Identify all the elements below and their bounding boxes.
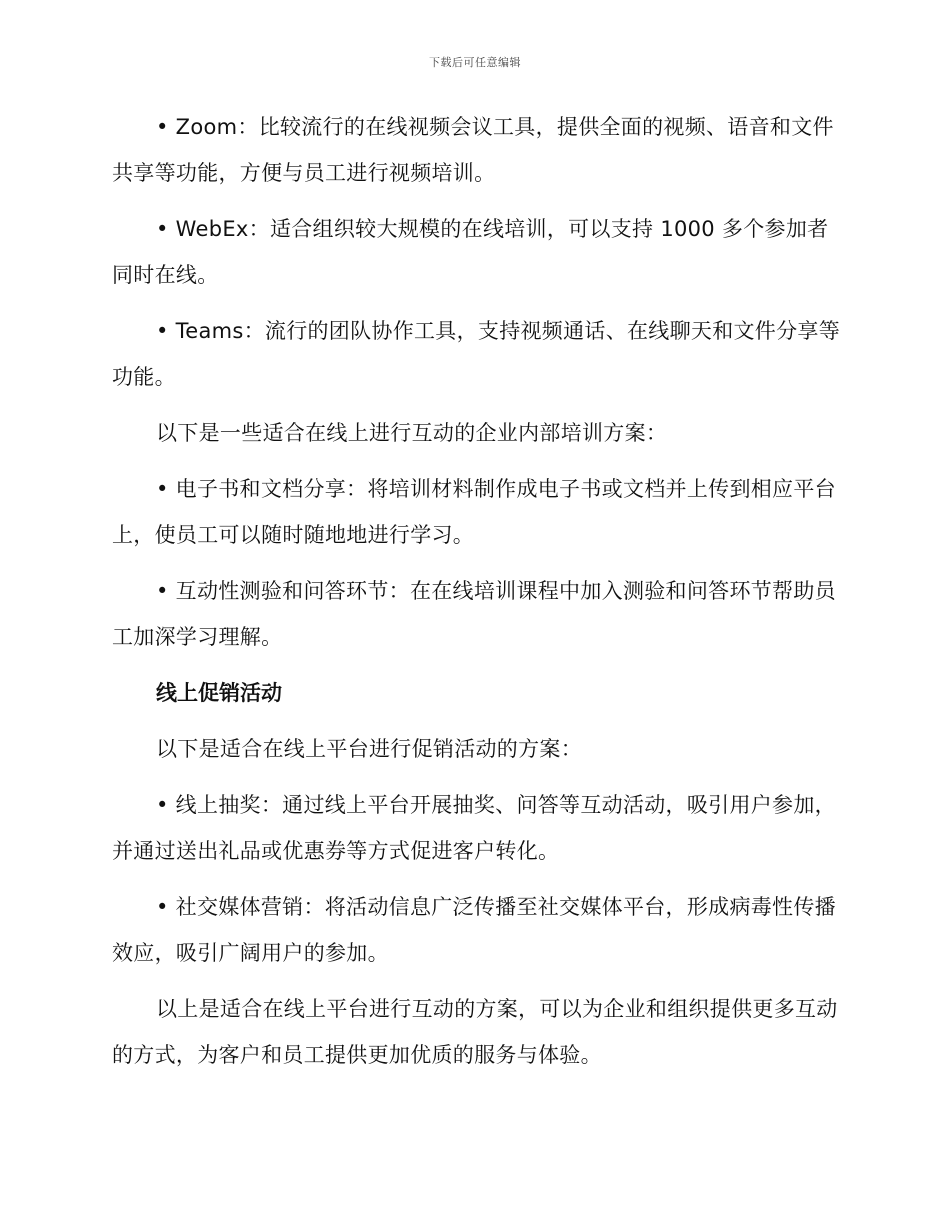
section-heading: 线上促销活动 xyxy=(156,681,282,705)
page-header-note: 下载后可任意编辑 xyxy=(429,56,521,69)
paragraph-conclusion: 以上是适合在线上平台进行互动的方案，可以为企业和组织提供更多互动的方式，为客户和员工提供更加优质的服务与体验。 xyxy=(112,997,838,1067)
paragraph-webex: • WebEx：适合组织较大规模的在线培训，可以支持 1000 多个参加者同时在线。 xyxy=(112,217,829,287)
paragraph-promo-intro: 以下是适合在线上平台进行促销活动的方案： xyxy=(156,737,582,761)
paragraph-training-intro: 以下是一些适合在线上进行互动的企业内部培训方案： xyxy=(156,421,668,445)
document-body xyxy=(112,104,842,1088)
paragraph-teams: • Teams：流行的团队协作工具，支持视频通话、在线聊天和文件分享等功能。 xyxy=(112,319,841,389)
paragraph-ebook-sharing: • 电子书和文档分享：将培训材料制作成电子书或文档并上传到相应平台上，使员工可以随时随地地进行学习。 xyxy=(112,477,836,547)
paragraph-social-media: • 社交媒体营销：将活动信息广泛传播至社交媒体平台，形成病毒性传播效应，吸引广阔用户的参加。 xyxy=(112,895,836,965)
paragraph-zoom: • Zoom：比较流行的在线视频会议工具，提供全面的视频、语音和文件共享等功能，方便与员工进行视频培训。 xyxy=(112,115,834,185)
paragraph-quiz-qa: • 互动性测验和问答环节：在在线培训课程中加入测验和问答环节帮助员工加深学习理解。 xyxy=(112,579,836,649)
paragraph-online-lottery: • 线上抽奖：通过线上平台开展抽奖、问答等互动活动，吸引用户参加，并通过送出礼品或优惠券等方式促进客户转化。 xyxy=(112,793,836,863)
